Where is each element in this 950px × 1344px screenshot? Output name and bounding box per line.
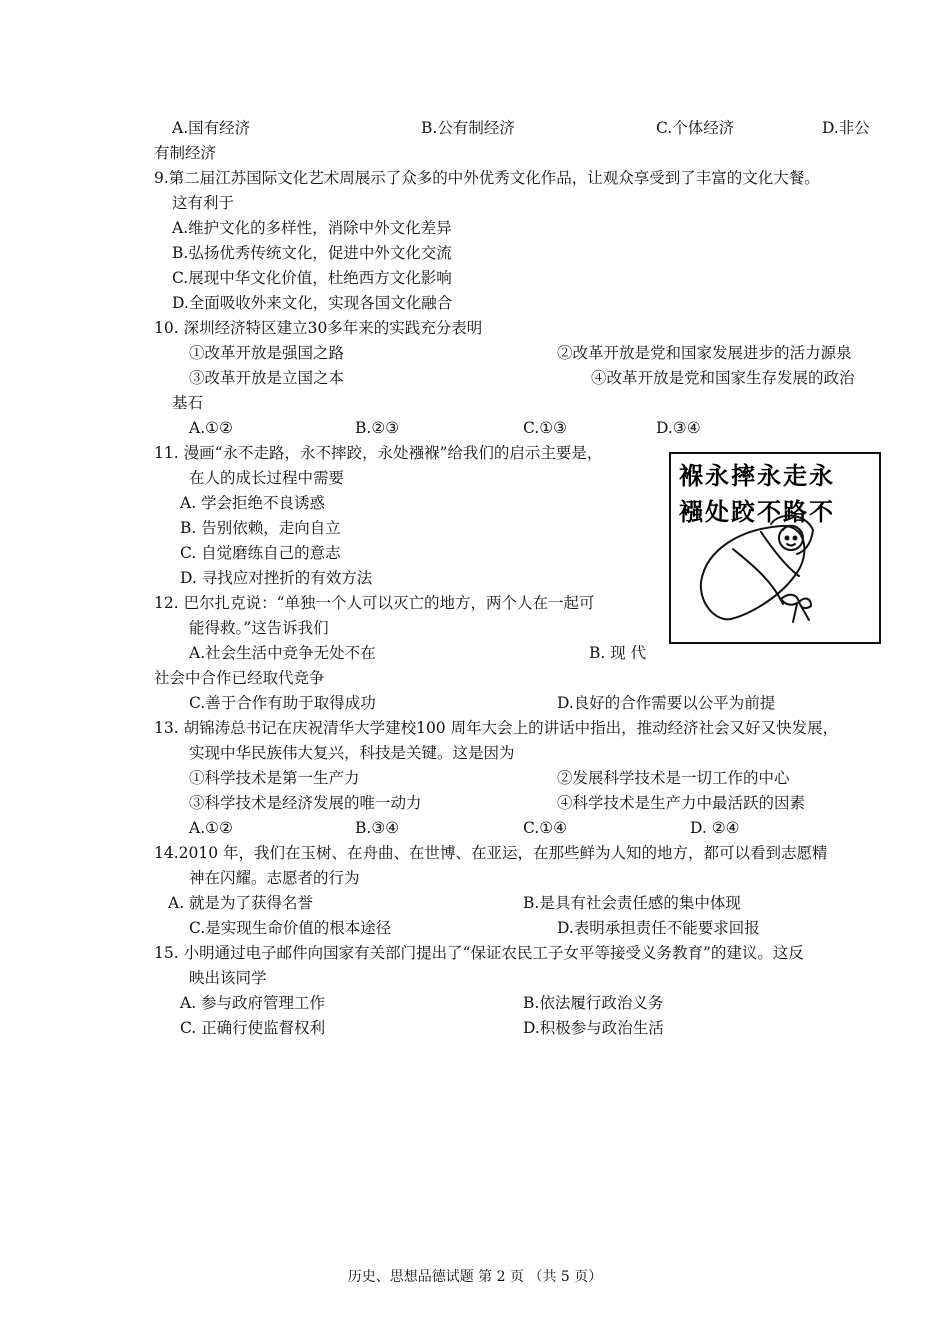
q13-stem-cont: 实现中华民族伟大复兴，科技是关键。这是因为 [189, 744, 515, 762]
q12-option-d: D.良好的合作需要以公平为前提 [557, 694, 776, 712]
q13-statement-3: ③科学技术是经济发展的唯一动力 [189, 794, 422, 812]
q8-option-b: B.公有制经济 [421, 119, 515, 137]
q10-statement-3: ③改革开放是立国之本 [189, 369, 345, 387]
q13-option-a: A.①② [189, 819, 233, 837]
q10-statement-4-wrap: 基石 [172, 394, 204, 412]
q9-stem-cont: 这有利于 [172, 194, 235, 212]
q9-option-d: D.全面吸收外来文化，实现各国文化融合 [172, 294, 453, 312]
q15-option-c: C. 正确行使监督权利 [180, 1019, 326, 1037]
q11-stem: 11. 漫画“永不走路，永不摔跤，永处襁褓”给我们的启示主要是， [154, 444, 603, 462]
cartoon-caption-row-1: 褓永摔永走永 [679, 462, 835, 490]
q13-statement-2: ②发展科学技术是一切工作的中心 [557, 769, 790, 787]
q15-option-b: B.依法履行政治义务 [523, 994, 664, 1012]
q14-stem-cont: 神在闪耀。志愿者的行为 [189, 869, 360, 887]
q12-stem-cont: 能得救。”这告诉我们 [189, 619, 329, 637]
q11-option-a: A. 学会拒绝不良诱惑 [180, 494, 326, 512]
q10-option-d: D.③④ [656, 419, 701, 437]
q10-option-c: C.①③ [523, 419, 568, 437]
q9-option-c: C.展现中华文化价值，杜绝西方文化影响 [172, 269, 452, 287]
q11-option-d: D. 寻找应对挫折的有效方法 [180, 569, 373, 587]
q10-statement-4: ④改革开放是党和国家生存发展的政治 [591, 369, 855, 387]
q13-option-d: D. ②④ [690, 819, 740, 837]
q10-statement-1: ①改革开放是强国之路 [189, 344, 345, 362]
q8-option-d: D.非公 [822, 119, 870, 137]
q13-statement-4: ④科学技术是生产力中最活跃的因素 [557, 794, 806, 812]
q14-option-d: D.表明承担责任不能要求回报 [557, 919, 760, 937]
q12-option-b-wrap: 社会中合作已经取代竞争 [154, 669, 325, 687]
cartoon-caption-row-2: 襁处跤不路不 [679, 498, 835, 526]
q14-option-b: B.是具有社会责任感的集中体现 [523, 894, 741, 912]
q11-stem-cont: 在人的成长过程中需要 [189, 469, 345, 487]
q9-option-b: B.弘扬优秀传统文化，促进中外文化交流 [172, 244, 452, 262]
q12-option-a: A.社会生活中竞争无处不在 [189, 644, 376, 662]
q13-stem: 13. 胡锦涛总书记在庆祝清华大学建校100 周年大会上的讲话中指出，推动经济社会又好又快发展， [154, 719, 839, 737]
q14-option-a: A. 就是为了获得名誉 [168, 894, 314, 912]
q12-stem: 12. 巴尔扎克说：“单独一个人可以灭亡的地方，两个人在一起可 [154, 594, 595, 612]
q8-option-d-wrap: 有制经济 [154, 144, 217, 162]
q12-option-b: B. 现 代 [589, 644, 647, 662]
q9-stem: 9.第二届江苏国际文化艺术周展示了众多的中外优秀文化作品，让观众享受到了丰富的文化大餐。 [154, 169, 820, 187]
q12-option-c: C.善于合作有助于取得成功 [189, 694, 376, 712]
q10-statement-2: ②改革开放是党和国家发展进步的活力源泉 [557, 344, 852, 362]
q8-option-a: A.国有经济 [172, 119, 251, 137]
q10-stem: 10. 深圳经济特区建立30多年来的实践充分表明 [154, 319, 483, 337]
q11-option-b: B. 告别依赖，走向自立 [180, 519, 341, 537]
q15-stem: 15. 小明通过电子邮件向国家有关部门提出了“保证农民工子女平等接受义务教育”的建议。这反 [154, 944, 804, 962]
q13-option-c: C.①④ [523, 819, 568, 837]
page-footer: 历史、思想品德试题 第 2 页 （共 5 页） [347, 1269, 603, 1285]
q11-option-c: C. 自觉磨练自己的意志 [180, 544, 341, 562]
q10-option-b: B.②③ [355, 419, 400, 437]
q13-option-b: B.③④ [355, 819, 400, 837]
q10-option-a: A.①② [189, 419, 233, 437]
swaddled-baby-drawing [701, 516, 813, 622]
q15-option-a: A. 参与政府管理工作 [180, 994, 326, 1012]
q13-statement-1: ①科学技术是第一生产力 [189, 769, 360, 787]
q15-option-d: D.积极参与政治生活 [523, 1019, 664, 1037]
q8-option-c: C.个体经济 [656, 119, 735, 137]
q14-stem: 14.2010 年，我们在玉树、在舟曲、在世博、在亚运，在那些鲜为人知的地方，都可以看到志愿精 [154, 844, 828, 862]
q15-stem-cont: 映出该同学 [189, 969, 267, 987]
cartoon-illustration [669, 452, 881, 644]
q9-option-a: A.维护文化的多样性，消除中外文化差异 [172, 219, 452, 237]
q14-option-c: C.是实现生命价值的根本途径 [189, 919, 392, 937]
